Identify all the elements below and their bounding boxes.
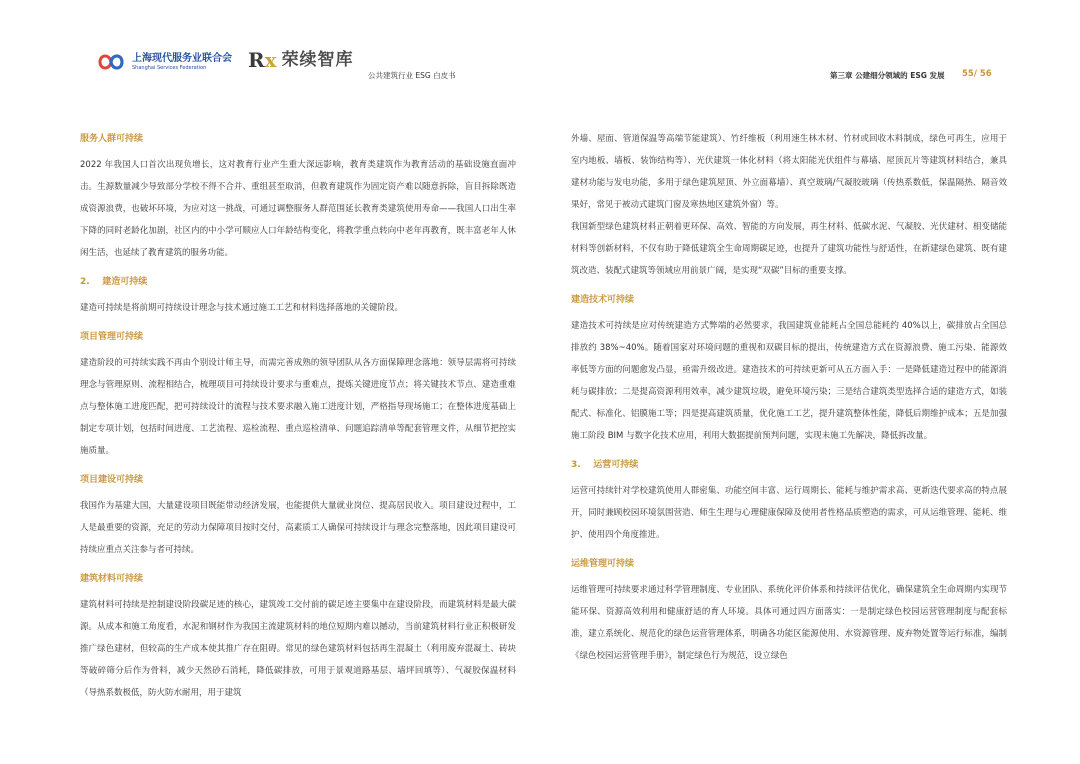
- heading-construction: 2. 建造可持续: [80, 277, 148, 287]
- left-column: [80, 128, 516, 704]
- federation-logo: [96, 50, 232, 74]
- chapter-title: 第三章 公建细分领域的 ESG 发展: [830, 71, 945, 80]
- paragraph-materials-continued: 外墙、屋面、管道保温等高端节能建筑）、竹纤维板（利用速生林木材、竹材或回收木料制成，绿色可再生，应用于室内地板、墙板、装饰结构等）、光伏建筑一体化材料（将太阳能光伏组件与幕墙、屋顶瓦片等建筑材料结合，兼具建材功能与发电功能，多用于绿色建筑屋顶、外立面幕墙）、真空玻璃/气凝胶玻璃（传热系数低，保温隔热、隔音效果好，常见于被动式建筑门窗及寒热地区建筑外窗）等。: [571, 134, 1007, 210]
- heading-project-construction: 项目建设可持续: [80, 475, 144, 485]
- paragraph-new-materials: 我国新型绿色建筑材料正朝着更环保、高效、智能的方向发展，再生材料、低碳水泥、气凝胶、光伏建材、相变储能材料等创新材料，不仅有助于降低建筑全生命周期碳足迹，也提升了建筑功能性与舒适性，在新建绿色建筑、既有建筑改造、装配式建筑等领域应用前景广阔，是实现“双碳”目标的重要支撑。: [571, 222, 1007, 276]
- page-header: [0, 0, 1080, 100]
- brand-name: 荣续智库: [281, 50, 354, 70]
- heading-service-population: 服务人群可持续: [80, 134, 144, 144]
- federation-name-cn: 上海现代服务业联合会: [132, 52, 232, 64]
- paragraph-project-construction: 我国作为基建大国，大量建设项目既能带动经济发展，也能提供大量就业岗位、提高居民收入。项目建设过程中，工人是最重要的资源，充足的劳动力保障项目按时交付，高素质工人确保可持续设计与理念完整落地，因此项目建设可持续应重点关注参与者可持续。: [80, 501, 516, 555]
- federation-name-en: Shanghai Services Federation: [132, 64, 207, 71]
- heading-construction-technology: 建造技术可持续: [571, 295, 635, 305]
- heading-operation-management: 运维管理可持续: [571, 559, 635, 569]
- paragraph-service-population: 2022 年我国人口首次出现负增长，这对教育行业产生重大深远影响，教育类建筑作为教育活动的基础设施直面冲击。生源数量减少导致部分学校不得不合并、重组甚至取消，但教育建筑作为固定资产难以随意拆除，盲目拆除既造成资源浪费，也破坏环境，为应对这一挑战，可通过调整服务人群范围延长教育类建筑使用寿命——我国人口出生率下降的同时老龄化加剧，社区内的中小学可顺应人口年龄结构变化，将教学重点转向中老年再教育，既丰富老年人休闲生活，也延续了教育建筑的服务功能。: [80, 160, 516, 258]
- page-number: 55/ 56: [962, 69, 992, 79]
- paragraph-construction: 建造可持续是将前期可持续设计理念与技术通过施工工艺和材料选择落地的关键阶段。: [80, 303, 404, 313]
- heading-building-materials: 建筑材料可持续: [80, 574, 144, 584]
- paragraph-construction-technology: 建造技术可持续是应对传统建造方式弊端的必然要求，我国建筑业能耗占全国总能耗约 40%以上，碳排放占全国总排放约 38%~40%。随着国家对环境问题的重视和双碳目标的提出，传统建造方式在资源浪费、施工污染、能源效率低等方面的问题愈发凸显，亟需升级改进。建造技术的可持续更新可从五方面入手：一是降低建造过程中的能源消耗与碳排放；二是提高资源利用效率，减少建筑垃圾，避免环境污染；三是结合建筑类型选择合适的建造方式，如装配式、标准化、铝膜施工等；四是提高建筑质量，优化施工工艺，提升建筑整体性能，降低后期维护成本；五是加强施工阶段 BIM 与数字化技术应用，利用大数据提前预判问题，实现未施工先解决，降低拆改量。: [571, 321, 1007, 441]
- heading-operation: 3. 运营可持续: [571, 460, 639, 470]
- brand-logo: [248, 49, 354, 71]
- federation-logo-icon: [96, 50, 126, 74]
- right-column: [571, 128, 1007, 667]
- paragraph-operation: 运营可持续针对学校建筑使用人群密集、功能空间丰富、运行周期长、能耗与维护需求高、更新迭代要求高的特点展开，同时兼顾校园环境氛围营造、师生生理与心理健康保障及使用者性格品质塑造的需求，可从运维管理、能耗、维护、使用四个角度推进。: [571, 486, 1007, 540]
- brand-rx-mark: Rx: [248, 48, 277, 72]
- document-title: 公共建筑行业 ESG 白皮书: [368, 71, 456, 80]
- heading-project-management: 项目管理可持续: [80, 332, 144, 342]
- paragraph-building-materials: 建筑材料可持续是控制建设阶段碳足迹的核心，建筑竣工交付前的碳足迹主要集中在建设阶段，而建筑材料是最大碳源。从成本和施工角度看，水泥和钢材作为我国主流建筑材料的地位短期内难以撼动，当前建筑材料行业正积极研发推广绿色建材，但较高的生产成本使其推广存在阻碍。常见的绿色建筑材料包括再生混凝土（利用废弃混凝土、砖块等破碎筛分后作为骨料，减少天然砂石消耗，降低碳排放，可用于景观道路基层、墙坪回填等）、气凝胶保温材料（导热系数极低，防火防水耐用，用于建筑: [80, 600, 516, 698]
- paragraph-operation-management: 运维管理可持续要求通过科学管理制度、专业团队、系统化评价体系和持续评估优化，确保建筑全生命周期内实现节能环保、资源高效利用和健康舒适的育人环境。具体可通过四方面落实：一是制定绿色校园运营管理制度与配套标准，建立系统化、规范化的绿色运营管理体系，明确各功能区能源使用、水资源管理、废弃物处置等运行标准，编制《绿色校园运营管理手册》，制定绿色行为规范，设立绿色: [571, 585, 1007, 661]
- paragraph-project-management: 建造阶段的可持续实践不再由个别设计师主导，而需完善成熟的领导团队从各方面保障理念落地：领导层需将可持续理念与管理原则、流程相结合，梳理项目可持续设计要求与重难点，提炼关键进度节点；将关键技术节点、建造重难点与整体施工进度匹配，把可持续设计的流程与技术要求融入施工进度计划，严格指导现场施工；在整体进度基础上制定专项计划，包括时间进度、工艺流程、巡检流程、重点巡检清单、问题追踪清单等配套管理文件，从细节把控实施质量。: [80, 358, 516, 456]
